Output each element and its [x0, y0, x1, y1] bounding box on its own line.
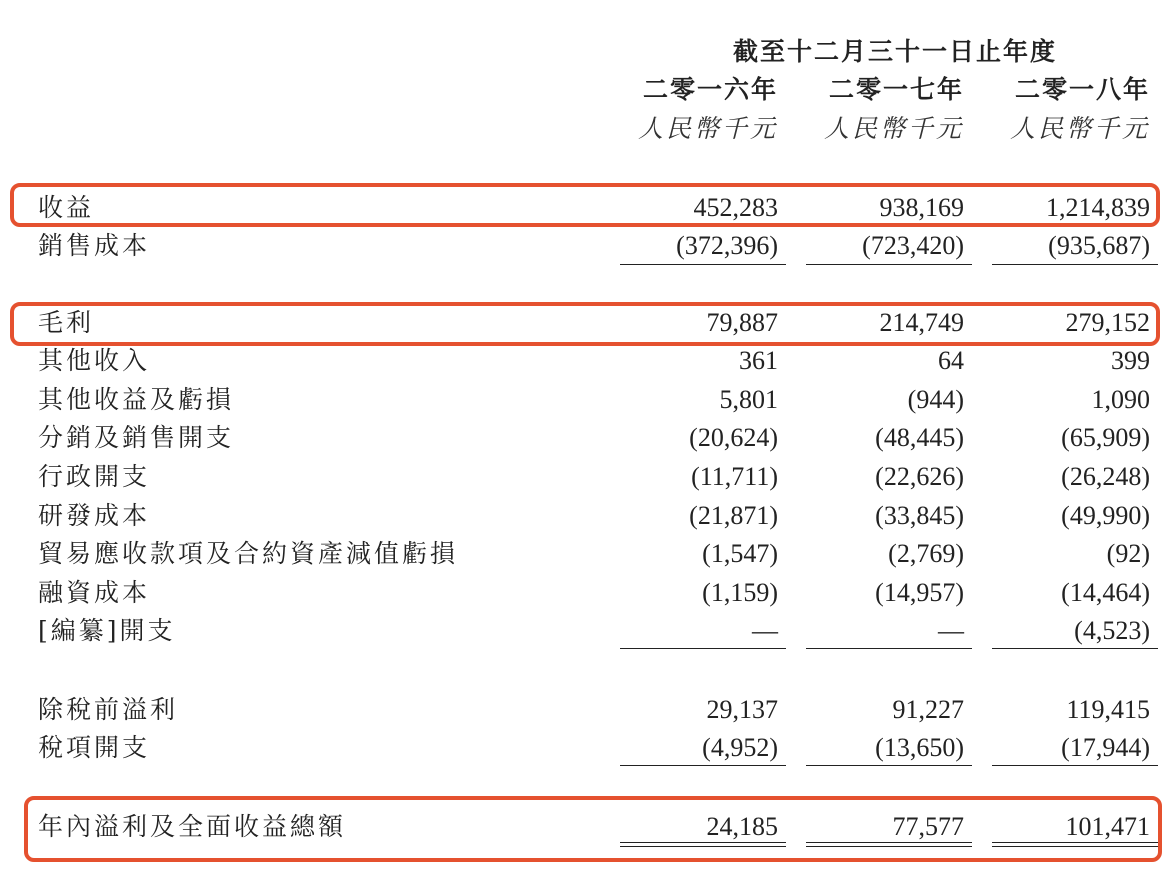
subtotal-rule: [806, 648, 972, 649]
highlight-revenue: [10, 183, 1160, 227]
year-header-2016: 二零一六年: [642, 75, 778, 104]
row-other-gains-losses: [0, 381, 1170, 419]
value-2017: 64: [938, 346, 964, 375]
subtotal-rule: [620, 264, 786, 265]
subtotal-rule: [620, 765, 786, 766]
row-label: 銷售成本: [38, 231, 151, 260]
row-label: 毛利: [38, 308, 95, 337]
value-2018: 1,214,839: [1046, 193, 1150, 222]
value-2018: (65,909): [1061, 423, 1150, 452]
value-2016: (4,952): [702, 733, 778, 762]
row-label: 貿易應收款項及合約資產減值虧損: [38, 539, 459, 568]
value-2017: (22,626): [875, 462, 964, 491]
value-2018: 1,090: [1091, 385, 1150, 414]
value-2016: 79,887: [706, 308, 778, 337]
row-label: [編纂]開支: [38, 616, 176, 645]
row-profit-before-tax: [0, 691, 1170, 729]
row-research-development: [0, 497, 1170, 535]
row-other-income: [0, 342, 1170, 380]
year-header-2018: 二零一八年: [1014, 75, 1150, 104]
value-2016: (20,624): [689, 423, 778, 452]
value-2016: 24,185: [706, 812, 778, 841]
value-2016: (372,396): [676, 231, 778, 260]
value-2017: 77,577: [892, 812, 964, 841]
value-2018: (49,990): [1061, 501, 1150, 530]
row-distribution-selling: [0, 419, 1170, 457]
period-header: 截至十二月三十一日止年度: [732, 37, 1057, 66]
value-2016: 29,137: [706, 695, 778, 724]
row-label: 行政開支: [38, 462, 151, 491]
value-2018: 399: [1111, 346, 1150, 375]
subtotal-rule: [992, 765, 1158, 766]
value-2018: (935,687): [1048, 231, 1150, 260]
value-2016: (1,547): [702, 539, 778, 568]
highlight-gross-profit: [10, 302, 1160, 346]
value-2016: 361: [739, 346, 778, 375]
row-redacted-expenses: [0, 612, 1170, 650]
row-label: 研發成本: [38, 501, 151, 530]
value-2018: (26,248): [1061, 462, 1150, 491]
value-2018: 119,415: [1066, 695, 1150, 724]
value-2018: (4,523): [1074, 616, 1150, 645]
value-2016: (11,711): [691, 462, 778, 491]
value-2017: (48,445): [875, 423, 964, 452]
row-impairment-loss: [0, 535, 1170, 573]
subtotal-rule: [806, 765, 972, 766]
value-2016: 452,283: [693, 193, 778, 222]
unit-header-2018: 人民幣千元: [1009, 114, 1150, 143]
value-2017: 91,227: [892, 695, 964, 724]
value-2018: 101,471: [1065, 812, 1150, 841]
unit-header-2016: 人民幣千元: [637, 114, 778, 143]
value-2017: 214,749: [879, 308, 964, 337]
value-2018: 279,152: [1065, 308, 1150, 337]
subtotal-rule: [992, 264, 1158, 265]
row-finance-costs: [0, 574, 1170, 612]
value-2017: (723,420): [862, 231, 964, 260]
row-income-tax: [0, 729, 1170, 767]
value-2016: (1,159): [702, 578, 778, 607]
value-2016: (21,871): [689, 501, 778, 530]
value-2017: (944): [907, 385, 964, 414]
row-label: 收益: [38, 193, 95, 222]
highlight-total-profit: [24, 796, 1162, 862]
value-2017: 938,169: [879, 193, 964, 222]
value-2017: —: [938, 616, 964, 645]
row-label: 其他收益及虧損: [38, 385, 235, 414]
value-2017: (13,650): [875, 733, 964, 762]
value-2017: (14,957): [875, 578, 964, 607]
unit-header-2017: 人民幣千元: [823, 114, 964, 143]
subtotal-rule: [806, 264, 972, 265]
value-2018: (14,464): [1061, 578, 1150, 607]
row-label: 其他收入: [38, 346, 151, 375]
value-2016: —: [752, 616, 778, 645]
row-administrative: [0, 458, 1170, 496]
row-cost-of-sales: [0, 227, 1170, 265]
row-label: 融資成本: [38, 578, 151, 607]
value-2018: (92): [1106, 539, 1150, 568]
row-label: 年內溢利及全面收益總額: [38, 812, 347, 841]
subtotal-rule: [992, 648, 1158, 649]
value-2016: 5,801: [719, 385, 778, 414]
value-2017: (2,769): [888, 539, 964, 568]
value-2017: (33,845): [875, 501, 964, 530]
year-header-2017: 二零一七年: [828, 75, 964, 104]
row-label: 除稅前溢利: [38, 695, 179, 724]
subtotal-rule: [620, 648, 786, 649]
row-label: 稅項開支: [38, 733, 151, 762]
value-2018: (17,944): [1061, 733, 1150, 762]
row-label: 分銷及銷售開支: [38, 423, 235, 452]
